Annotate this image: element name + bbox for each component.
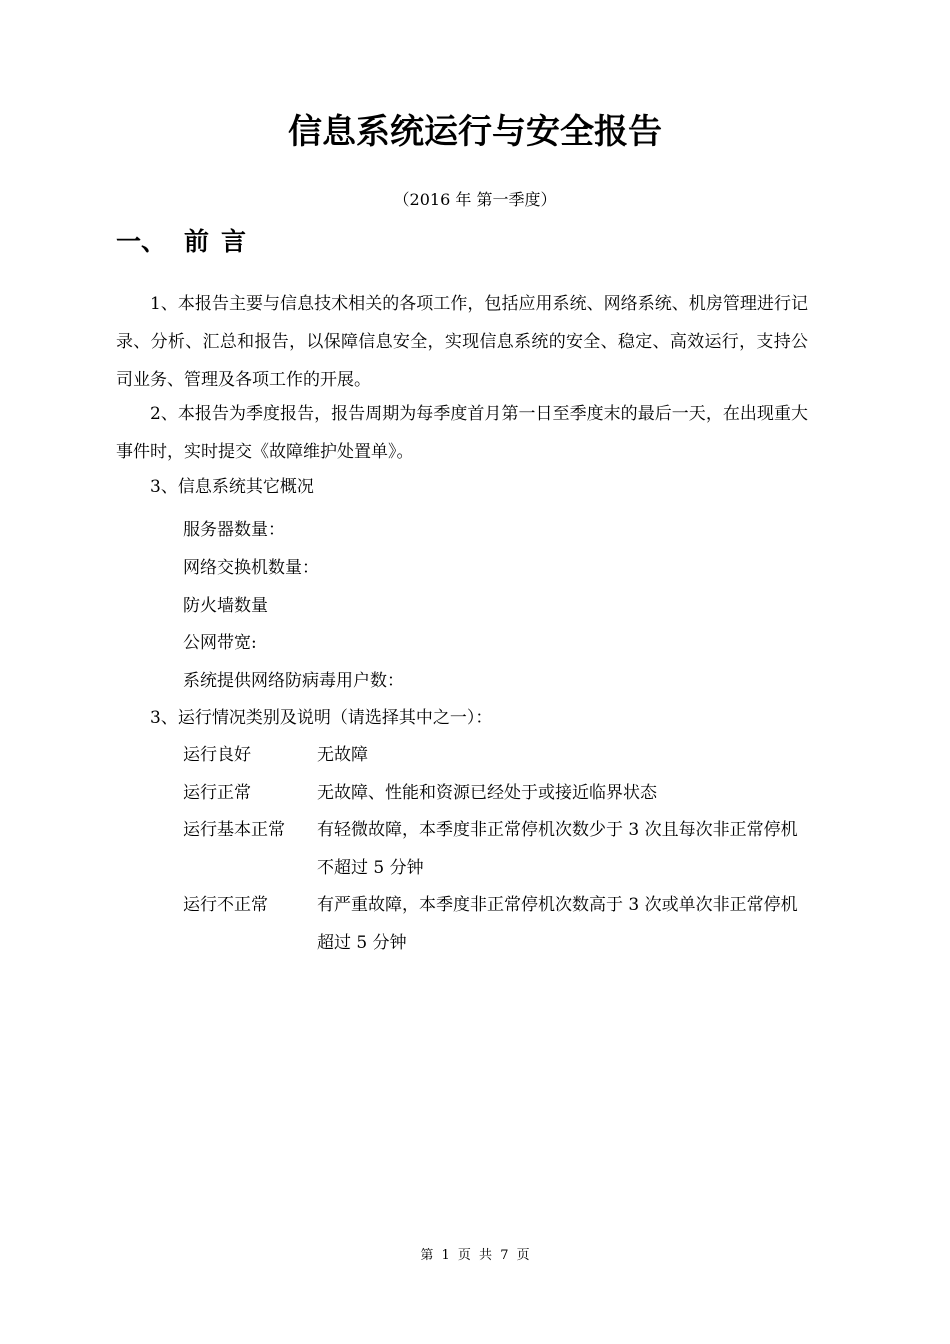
status-label: 运行正常	[183, 783, 251, 803]
paragraph-scope: 1、本报告主要与信息技术相关的各项工作，包括应用系统、网络系统、机房管理进行记录、分析、汇总和报告，以保障信息安全，实现信息系统的安全、稳定、高效运行，支持公司业务、管理及各项工作的开展。	[116, 294, 808, 390]
document-subtitle: （2016 年 第一季度）	[393, 190, 557, 209]
paragraph-period: 2、本报告为季度报告，报告周期为每季度首月第一日至季度末的最后一天，在出现重大事件时，实时提交《故障维护处置单》。	[116, 404, 808, 462]
overview-item-antivirus-users: 系统提供网络防病毒用户数：	[183, 671, 404, 691]
page-number: 第 1 页 共 7 页	[420, 1248, 530, 1263]
status-label: 运行不正常	[183, 895, 268, 915]
status-description: 无故障	[317, 745, 368, 765]
overview-item-firewalls: 防火墙数量	[183, 596, 268, 616]
status-description: 有严重故障，本季度非正常停机次数高于 3 次或单次非正常停机超过 5 分钟	[317, 895, 798, 953]
overview-item-bandwidth: 公网带宽:	[183, 633, 257, 653]
document-title: 信息系统运行与安全报告	[288, 112, 662, 152]
status-label: 运行良好	[183, 745, 251, 765]
overview-item-switches: 网络交换机数量：	[183, 558, 319, 578]
section-heading	[116, 224, 258, 260]
paragraph-overview-intro: 3、信息系统其它概况	[150, 477, 314, 497]
section-number: 一、	[116, 227, 167, 256]
status-description: 无故障、性能和资源已经处于或接近临界状态	[317, 783, 657, 803]
overview-item-servers: 服务器数量：	[183, 520, 285, 540]
section-title: 前言	[184, 227, 259, 256]
status-label: 运行基本正常	[183, 820, 285, 840]
paragraph-status-intro: 3、运行情况类别及说明（请选择其中之一）：	[150, 708, 493, 728]
status-description: 有轻微故障，本季度非正常停机次数少于 3 次且每次非正常停机不超过 5 分钟	[317, 820, 798, 878]
